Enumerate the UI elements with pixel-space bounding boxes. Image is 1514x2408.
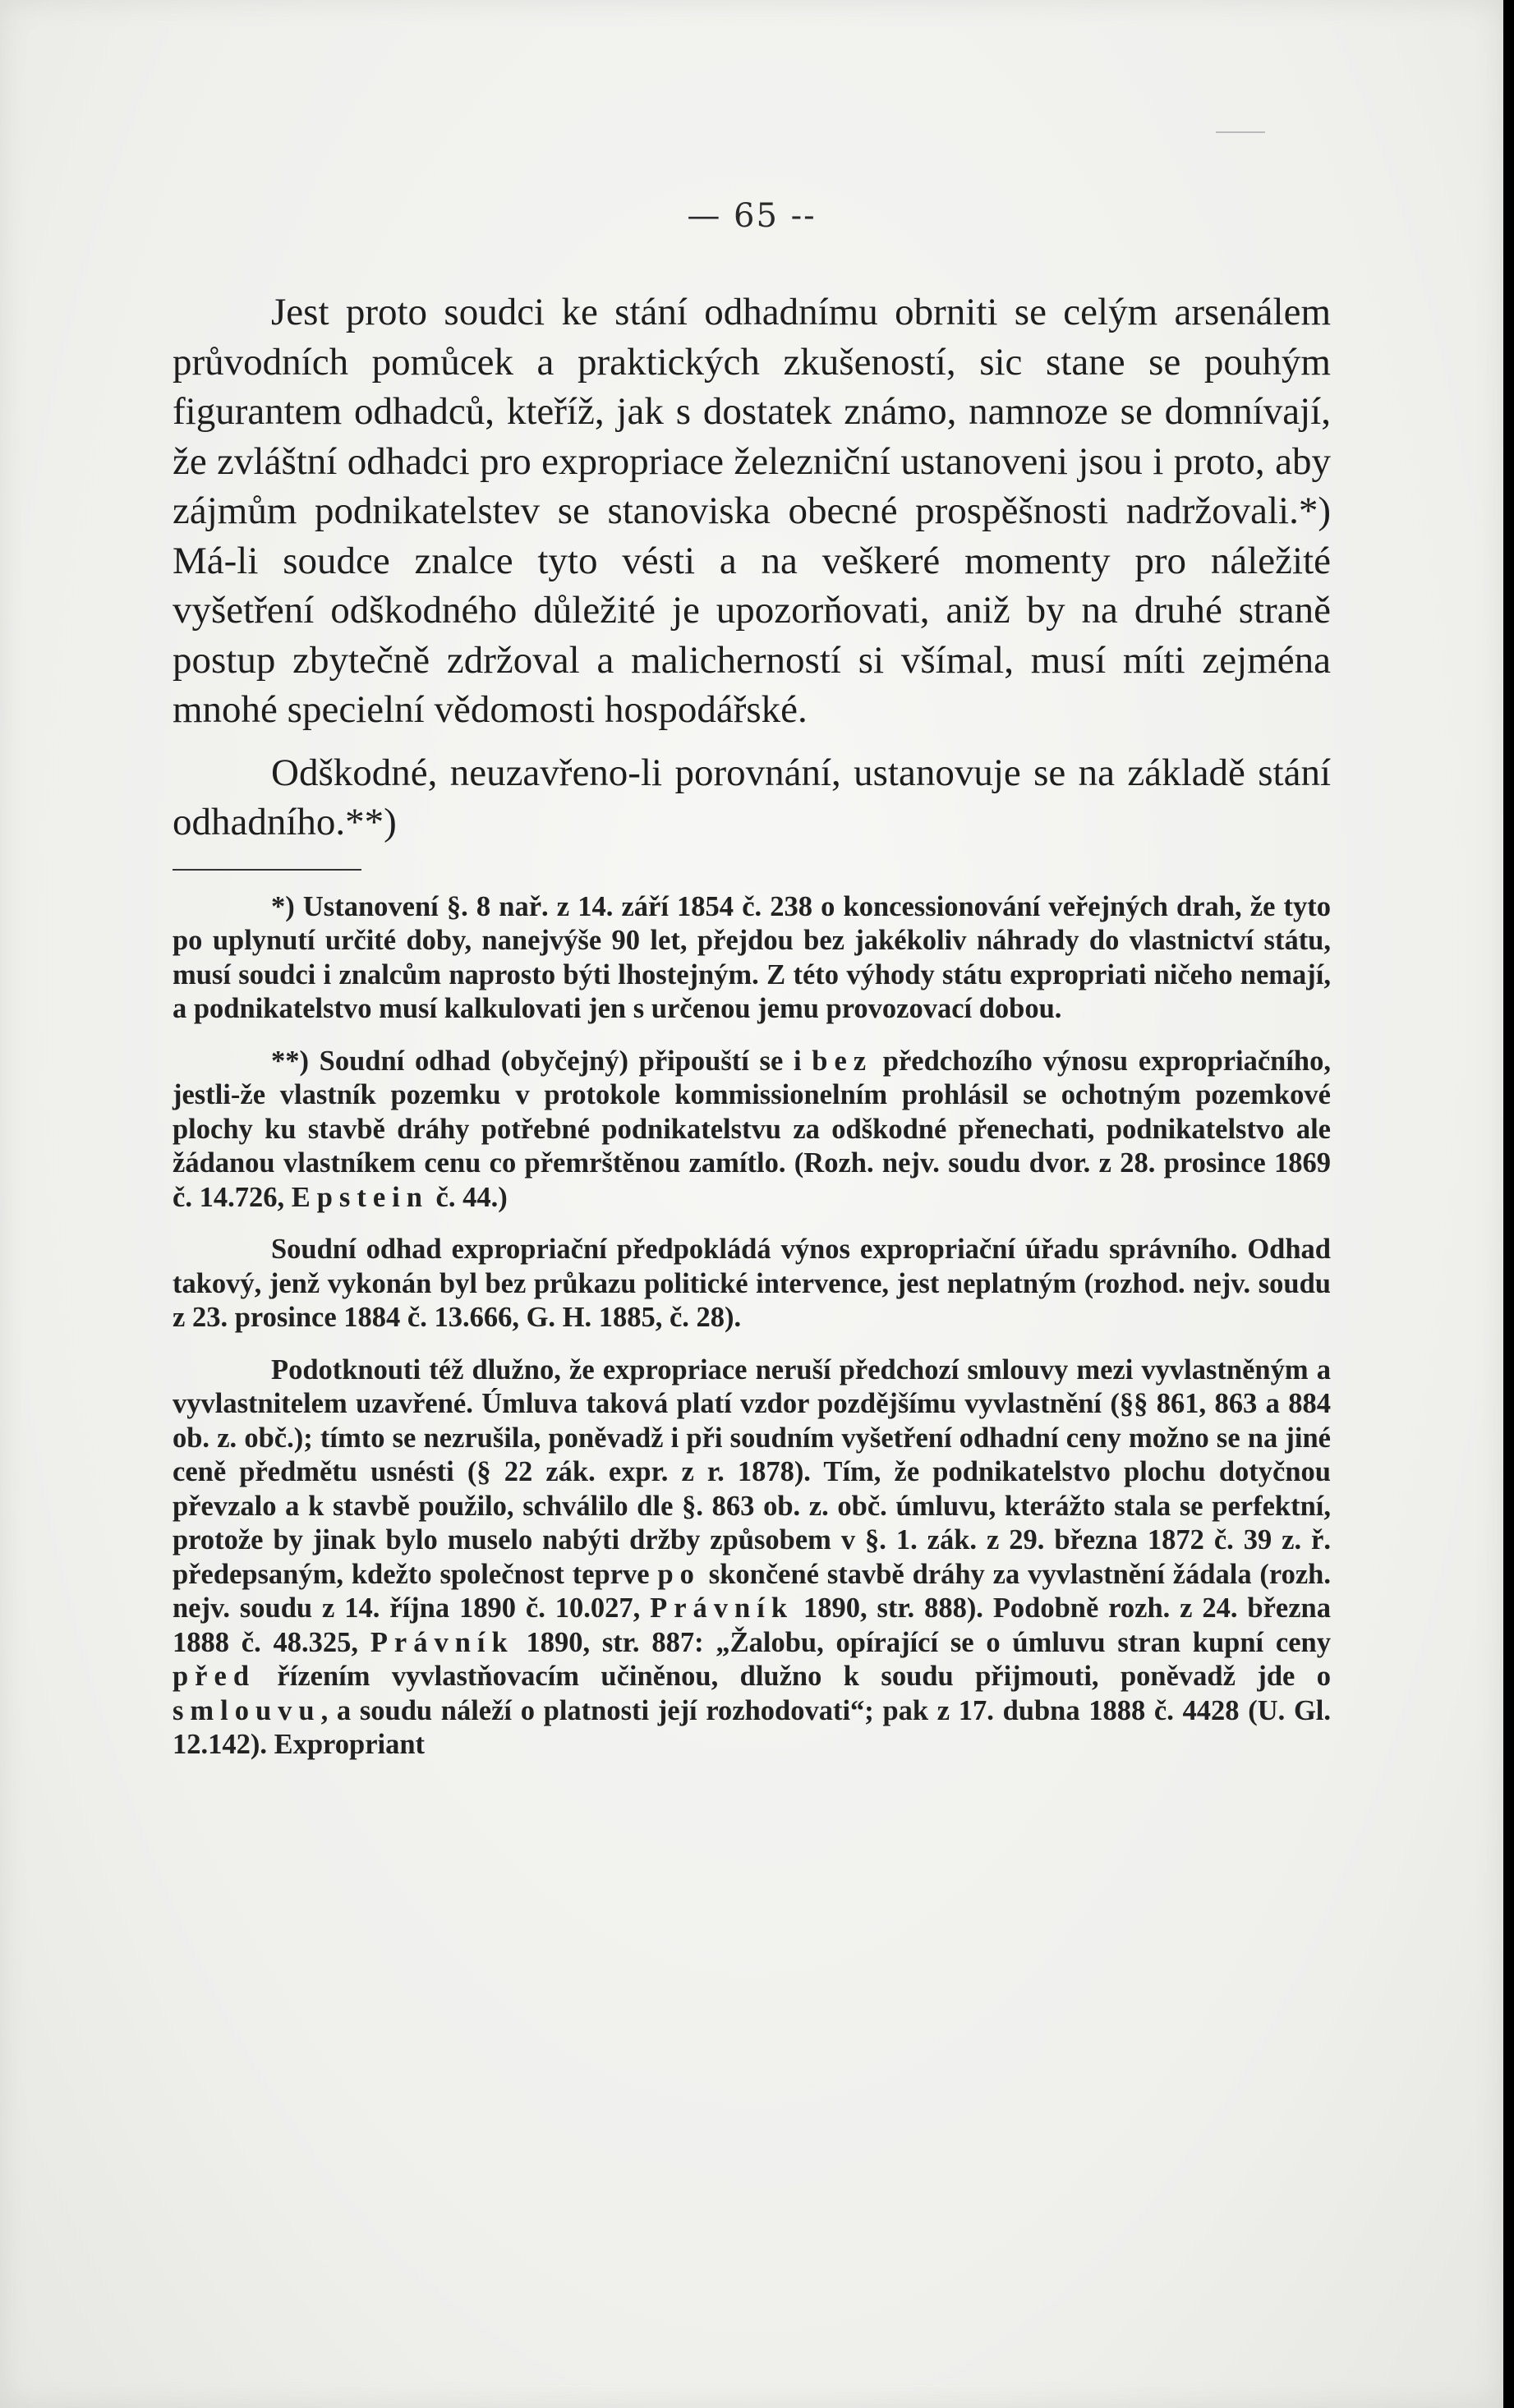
footnote-4-emphasis-smlouvu: smlouvu xyxy=(173,1694,321,1726)
footnote-4-emphasis-po: po xyxy=(657,1558,701,1590)
footnote-2-emphasis-bez: bez xyxy=(812,1045,873,1077)
footnote-4-text-e: řízením vyvlastňovacím učiněnou, dlužno k soudu přijmouti, poněvadž jde o xyxy=(255,1661,1331,1692)
footnote-4-text-b: skončené stavbě dráhy za vyvlastnění žádala (rozh. nejv. soudu z 14. října 1890 č. 10.027, xyxy=(173,1558,1331,1624)
footnote-2-text-b: předchozího výnosu expropriačního, jestli-že vlastník pozemku v protokole kommissionelním prohlásil se ochotným pozemkové plochy ku stavbě dráhy potřebné podnikatelstvu za odškodné přenechati, podnikatelstvo ale žádanou vlastníkem cenu co přemrštěnou zamítlo. (Rozh. nejv. soudu dvor. z 28. prosince 1869 č. 14.726, xyxy=(173,1045,1331,1213)
footnote-4-emphasis-pravnik-1: Právník xyxy=(650,1592,794,1624)
body-paragraph-1: Jest proto soudci ke stání odhadnímu obrniti se celým arsenálem průvodních pomůcek a praktických zkušeností, sic stane se pouhým figurantem odhadců, kteříž, jak s dostatek známo, namnoze se domnívají, že zvláštní odhadci pro expropriace železniční ustanoveni jsou i proto, aby zájmům podnikatelstev se stanoviska obecné prospěšnosti nadržovali.*) Má-li soudce znalce tyto vésti a na veškeré momenty pro náležité vyšetření odškodného důležité je upozorňovati, aniž by na druhé straně postup zbytečně zdržoval a malicherností si všímal, musí míti zejména mnohé specielní vědomosti hospodářské. xyxy=(173,291,1331,731)
page-number: — 65 -- xyxy=(687,197,817,235)
footnote-4-text-c: 1890, str. 888). Podobně rozh. z 24. března 1888 č. 48.325, xyxy=(173,1592,1331,1658)
footnote-4-text-a: Podotknouti též dlužno, že expropriace neruší předchozí smlouvy mezi vyvlastněným a vyvlastnitelem uzavřené. Úmluva taková platí vzdor pozdějšímu vyvlastnění (§§ 861, 863 a 884 ob. z. obč.); tímto se nezrušila, poněvadž i při soudním vyšetření odhadní ceny možno se na jiné ceně předmětu usnésti (§ 22 zák. expr. z r. 1878). Tím, že podnikatelstvo plochu dotyčnou převzalo a k stavbě použilo, schválilo dle §. 863 ob. z. obč. úmluvu, kterážto stala se perfektní, protože by jinak bylo muselo nabýti držby způsobem v §. 1. zák. z 29. března 1872 č. 39 z. ř. předepsaným, kdežto společnost teprve xyxy=(173,1353,1331,1590)
footnote-2 xyxy=(173,1045,1331,1215)
body-paragraph-2: Odškodné, neuzavřeno-li porovnání, ustanovuje se na základě stání odhadního.**) xyxy=(173,751,1331,843)
footnote-1: *) Ustanovení §. 8 nař. z 14. září 1854 č. 238 o koncessionování veřejných drah, že tyto po uplynutí určité doby, nanejvýše 90 let, přejdou bez jakékoliv náhrady do vlastnictví státu, musí soudci i znalcům naprosto býti lhostejným. Z této výhody státu expropriati ničeho nemají, a podnikatelstvo musí kalkulovati jen s určenou jemu provozovací dobou. xyxy=(173,890,1331,1024)
footnote-3: Soudní odhad expropriační předpokládá výnos expropriační úřadu správního. Odhad takový, jenž vykonán byl bez průkazu politické intervence, jest neplatným (rozhod. nejv. soudu z 23. prosince 1884 č. 13.666, G. H. 1885, č. 28). xyxy=(173,1234,1331,1333)
footnote-2-text-c: č. 44.) xyxy=(428,1181,508,1213)
footnote-4-text-d: 1890, str. 887: „Žalobu, opírající se o úmluvu stran kupní ceny xyxy=(513,1626,1331,1658)
scan-mark xyxy=(1216,131,1265,133)
footnote-2-text-a: **) Soudní odhad (obyčejný) připouští se i xyxy=(271,1045,812,1077)
footnote-4 xyxy=(173,1353,1331,1762)
footnote-4-emphasis-pred: před xyxy=(173,1661,255,1692)
footnote-separator xyxy=(173,869,361,871)
footnote-4-emphasis-pravnik-2: Právník xyxy=(370,1626,514,1658)
footnote-4-text-f: , a soudu náleží o platnosti její rozhodovati“; pak z 17. dubna 1888 č. 4428 (U. Gl. 12.142). Expropriant xyxy=(173,1694,1331,1760)
footnote-2-emphasis-epstein: Epstein xyxy=(291,1181,429,1213)
page-content xyxy=(173,287,1331,1762)
